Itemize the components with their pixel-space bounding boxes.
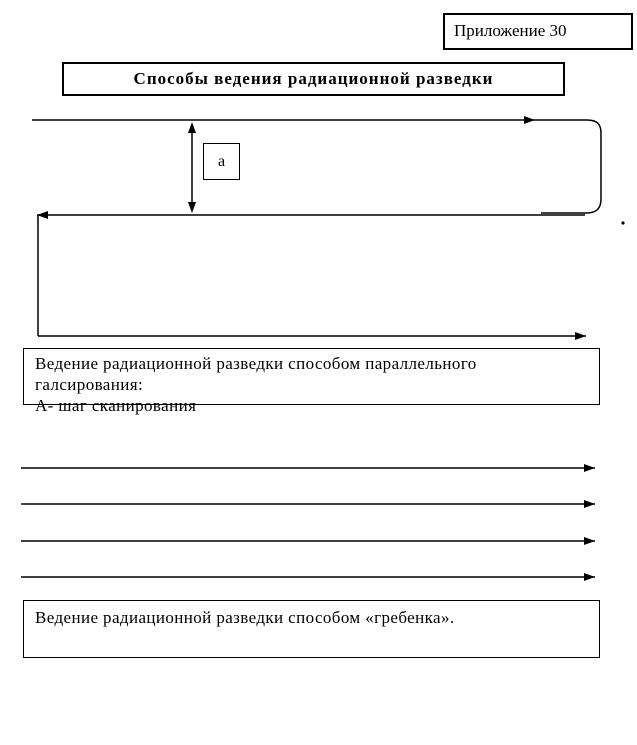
scan-step-arrowhead-down <box>188 202 196 213</box>
caption-line: Ведение радиационной разведки способом «гребенка». <box>35 608 455 627</box>
caption-line: галсирования: <box>35 375 144 394</box>
page-title: Способы ведения радиационной разведки <box>133 69 494 88</box>
scan-step-label-box <box>203 143 240 180</box>
scan-step-label: а <box>217 152 226 170</box>
stray-dot <box>621 221 624 224</box>
scan-path-right-turn-curve <box>535 120 601 213</box>
appendix-box <box>443 13 633 50</box>
parallel-tacking-caption-box <box>23 348 600 415</box>
caption-line: Ведение радиационной разведки способом параллельного <box>35 354 477 373</box>
caption-line: А- шаг сканирования <box>35 396 197 415</box>
comb-diagram <box>21 468 595 577</box>
appendix-label: Приложение 30 <box>454 21 567 40</box>
scan-step-arrowhead-up <box>188 122 196 133</box>
title-box <box>62 62 565 96</box>
parallel-tacking-diagram <box>32 120 625 336</box>
comb-caption-box <box>23 600 600 658</box>
